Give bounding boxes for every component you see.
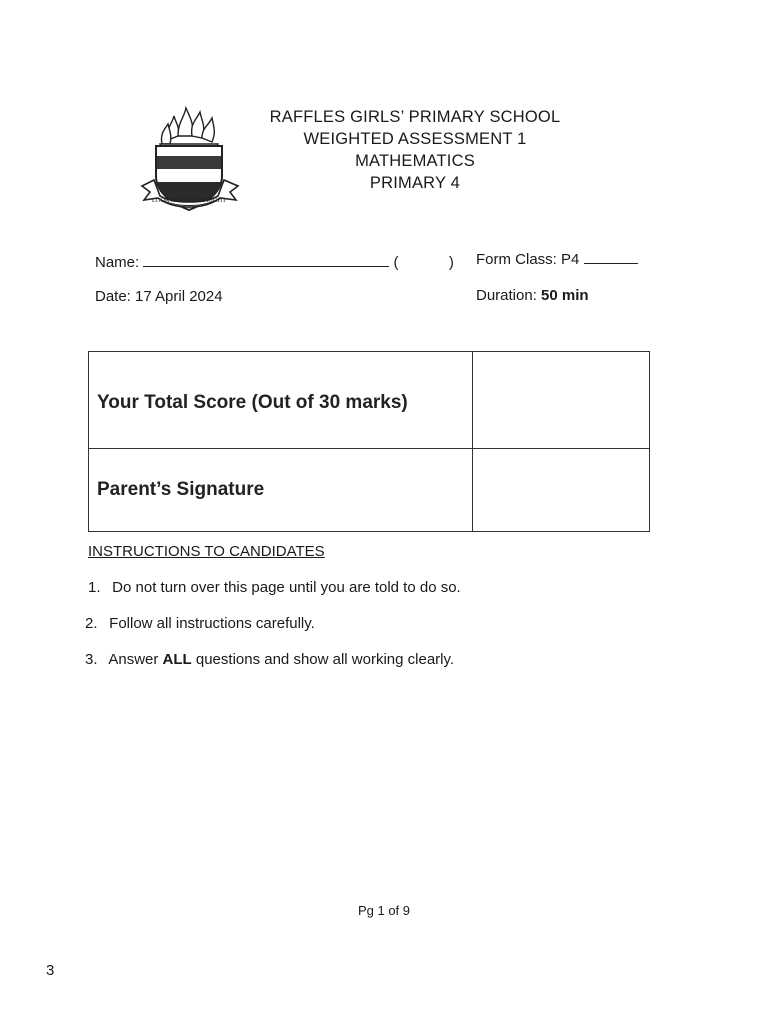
exam-header	[230, 106, 600, 194]
instruction-number: 3.	[85, 651, 98, 668]
duration-row	[476, 287, 589, 304]
duration-label: Duration:	[476, 287, 537, 304]
instruction-text: Follow all instructions carefully.	[109, 615, 315, 632]
parent-signature-row	[89, 449, 650, 532]
instruction-text-pre: Answer	[108, 651, 163, 668]
form-class-field[interactable]	[584, 251, 638, 264]
parent-signature-label: Parent’s Signature	[89, 449, 473, 532]
instruction-text: Do not turn over this page until you are told to do so.	[112, 579, 461, 596]
parent-signature-box[interactable]	[473, 449, 650, 532]
level-title: PRIMARY 4	[369, 174, 461, 192]
school-crest-logo	[138, 100, 242, 222]
instruction-number: 2.	[85, 615, 98, 632]
score-table	[88, 351, 650, 532]
name-label: Name:	[95, 254, 140, 271]
instruction-item	[85, 651, 454, 668]
instruction-item	[85, 615, 315, 632]
index-open-paren: (	[393, 254, 399, 271]
name-row	[95, 254, 454, 271]
total-score-box[interactable]	[473, 352, 650, 449]
form-class-label: Form Class: P4	[476, 251, 580, 268]
instruction-text-post: questions and show all working clearly.	[191, 651, 455, 668]
total-score-row	[89, 352, 650, 449]
page-number: Pg 1 of 9	[357, 903, 411, 918]
duration-value: 50 min	[541, 287, 589, 304]
instruction-number: 1.	[88, 579, 101, 596]
corner-number: 3	[46, 962, 55, 979]
crest-motto: LOOK AFTER THE RIGHT	[151, 197, 227, 204]
assessment-title: WEIGHTED ASSESSMENT 1	[303, 130, 527, 148]
instruction-text-emphasis: ALL	[162, 651, 192, 668]
instruction-item	[88, 579, 461, 596]
school-name: RAFFLES GIRLS’ PRIMARY SCHOOL	[269, 108, 561, 126]
index-close-paren: )	[448, 254, 454, 271]
total-score-label: Your Total Score (Out of 30 marks)	[89, 352, 473, 449]
subject-title: MATHEMATICS	[355, 152, 475, 170]
name-field[interactable]	[143, 254, 389, 267]
date-label: Date: 17 April 2024	[95, 288, 223, 305]
form-class-row	[476, 251, 638, 268]
instructions-title: INSTRUCTIONS TO CANDIDATES	[88, 543, 325, 560]
